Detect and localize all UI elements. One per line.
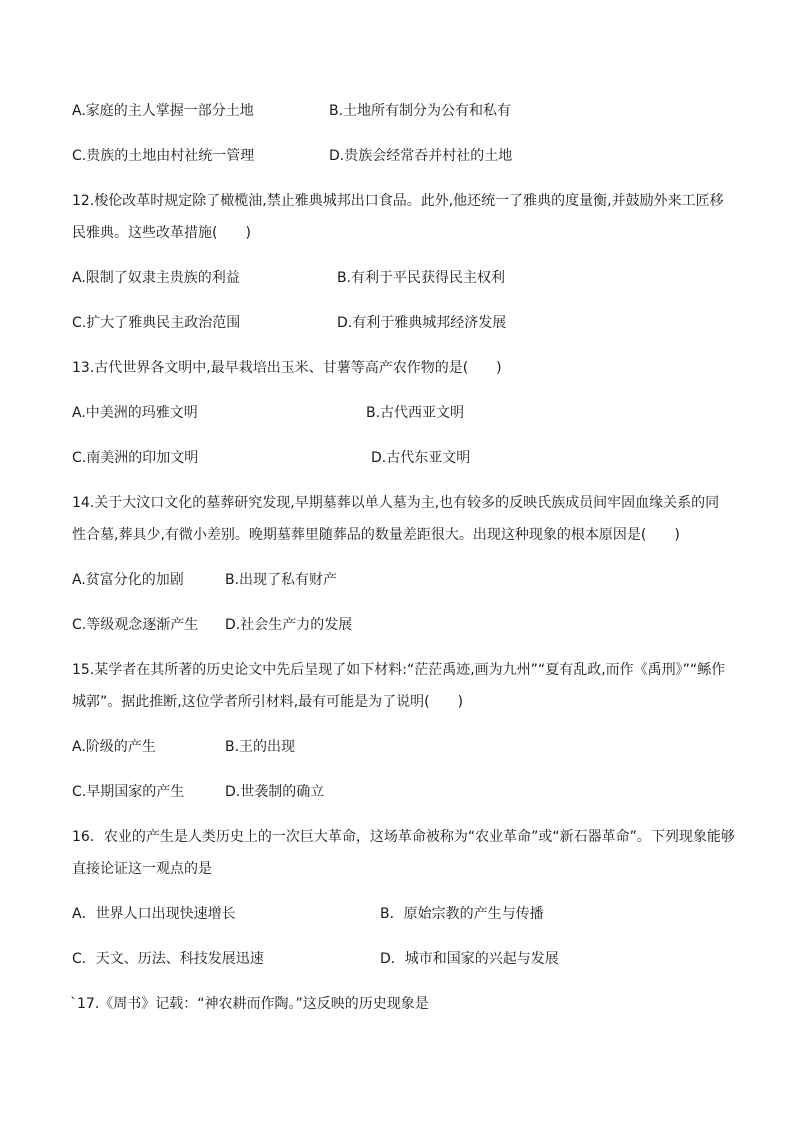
- q14-option-d: D.社会生产力的发展: [225, 617, 353, 633]
- q16-option-a: A．世界人口出现快速增长: [72, 906, 236, 922]
- q14-option-b: B.出现了私有财产: [225, 572, 338, 588]
- q11-option-a: A.家庭的主人掌握一部分土地: [72, 103, 254, 119]
- q15-option-d: D.世袭制的确立: [225, 784, 325, 800]
- q15-option-b: B.王的出现: [225, 739, 296, 755]
- q14-stem-line1: 14.关于大汶口文化的墓葬研究发现,早期墓葬以单人墓为主,也有较多的反映氏族成员间牢固血缘关系的同: [72, 495, 720, 511]
- q12-stem-line1: 12.梭伦改革时规定除了橄榄油,禁止雅典城邦出口食品。此外,他还统一了雅典的度量衡,并鼓励外来工匠移: [72, 193, 724, 209]
- q12-option-b: B.有利于平民获得民主权利: [337, 270, 506, 286]
- q11-option-c: C.贵族的土地由村社统一管理: [72, 148, 255, 164]
- q15-option-c: C.早期国家的产生: [72, 784, 185, 800]
- q13-stem-line1: 13.古代世界各文明中,最早栽培出玉米、甘薯等高产农作物的是( ): [72, 360, 502, 376]
- q13-option-b: B.古代西亚文明: [366, 405, 465, 421]
- q16-stem-line2: 直接论证这一观点的是: [72, 861, 212, 877]
- q15-stem-line2: 城郭”。据此推断,这位学者所引材料,最有可能是为了说明( ): [72, 694, 464, 710]
- q14-option-c: C.等级观念逐渐产生: [72, 617, 199, 633]
- q16-option-b: B．原始宗教的产生与传播: [380, 906, 544, 922]
- q13-option-a: A.中美洲的玛雅文明: [72, 405, 198, 421]
- q11-option-b: B.土地所有制分为公有和私有: [329, 103, 512, 119]
- q16-stem-line1: 16．农业的产生是人类历史上的一次巨大革命，这场革命被称为“农业革命”或“新石器革命”。下列现象能够: [72, 829, 735, 845]
- q12-stem-line2: 民雅典。这些改革措施( ): [72, 225, 251, 241]
- q13-option-c: C.南美洲的印加文明: [72, 450, 199, 466]
- q12-option-a: A.限制了奴隶主贵族的利益: [72, 270, 240, 286]
- q15-stem-line1: 15.某学者在其所著的历史论文中先后呈现了如下材料:“茫茫禹迹,画为九州”“夏有乱政,而作《禹刑》”“鲧作: [72, 662, 726, 678]
- q14-stem-line2: 性合墓,葬具少,有微小差别。晚期墓葬里随葬品的数量差距很大。出现这种现象的根本原因是( ): [72, 527, 680, 543]
- q12-option-c: C.扩大了雅典民主政治范围: [72, 315, 241, 331]
- q16-option-c: C．天文、历法、科技发展迅速: [72, 951, 264, 967]
- q14-option-a: A.贫富分化的加剧: [72, 572, 184, 588]
- q15-option-a: A.阶级的产生: [72, 739, 156, 755]
- q16-option-d: D．城市和国家的兴起与发展: [380, 951, 559, 967]
- q11-option-d: D.贵族会经常吞并村社的土地: [329, 148, 513, 164]
- q17-stem-line1: `17.《周书》记载：“神农耕而作陶。”这反映的历史现象是: [70, 996, 429, 1012]
- q12-option-d: D.有利于雅典城邦经济发展: [337, 315, 507, 331]
- q13-option-d: D.古代东亚文明: [371, 450, 471, 466]
